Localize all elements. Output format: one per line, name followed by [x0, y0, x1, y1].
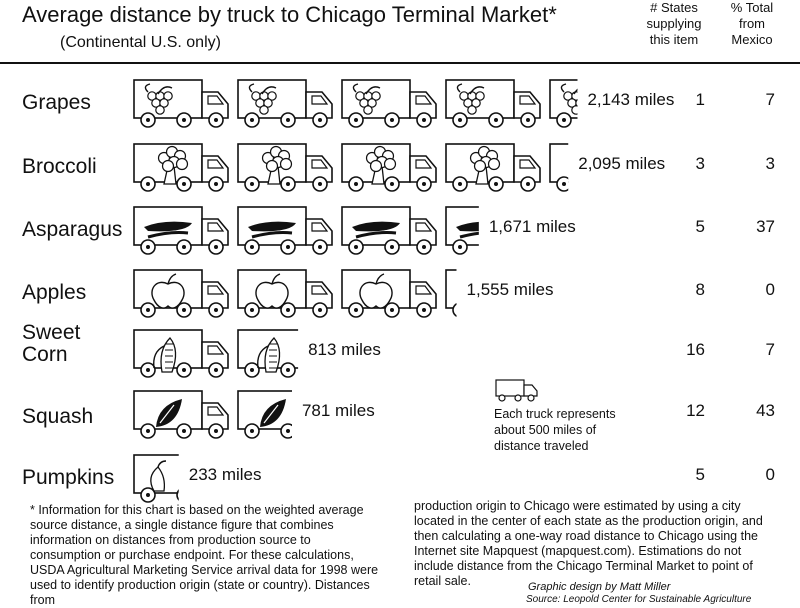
truck-icon: [134, 391, 228, 438]
truck-icon: [134, 330, 228, 377]
truck-icon: [342, 270, 436, 317]
states-count: 16: [686, 340, 705, 359]
states-count: 12: [686, 401, 705, 420]
legend-text: Each truck represents about 500 miles of distance traveled: [494, 407, 616, 453]
miles-label: 233 miles: [188, 465, 262, 484]
truck-icon: [342, 80, 436, 127]
row-label: Asparagus: [22, 218, 123, 241]
truck-icon: [238, 270, 332, 317]
mexico-percent: 7: [765, 340, 775, 359]
truck-icon: [134, 80, 228, 127]
truck-icon: [342, 207, 436, 254]
states-count: 1: [695, 90, 705, 109]
mexico-percent: 0: [765, 280, 775, 299]
miles-label: 813 miles: [308, 340, 381, 359]
miles-label: 781 miles: [301, 401, 375, 420]
row-label: Grapes: [22, 91, 91, 114]
chart-subtitle: (Continental U.S. only): [60, 34, 221, 51]
mexico-percent: 37: [756, 217, 775, 236]
chart-title: Average distance by truck to Chicago Terminal Market*: [22, 2, 557, 27]
truck-icon: [134, 144, 228, 191]
row-label: Pumpkins: [22, 466, 115, 489]
mexico-percent: 0: [765, 465, 775, 484]
truck-icon: [238, 207, 332, 254]
states-count: 3: [695, 154, 705, 173]
footnote-right: production origin to Chicago were estimated by using a city located in the center of each state as the production origin, and then calculating a one-way road distance to Chicago using the Internet site Mapquest (mapquest.com). Estimations do not include distance from the Chicago Terminal Market to point of retail sale.: [414, 499, 763, 588]
row-label: Sweet Corn: [22, 321, 81, 366]
mexico-percent: 7: [765, 90, 775, 109]
miles-label: 1,671 miles: [488, 217, 576, 236]
miles-label: 2,095 miles: [578, 154, 666, 173]
states-count: 5: [695, 217, 705, 236]
miles-label: 1,555 miles: [466, 280, 554, 299]
source-credit: Source: Leopold Center for Sustainable Agriculture: [526, 594, 752, 605]
states-count: 5: [695, 465, 705, 484]
mexico-percent: 43: [756, 401, 775, 420]
truck-icon: [238, 80, 332, 127]
legend-truck-icon: [496, 380, 537, 401]
truck-icon: [134, 270, 228, 317]
truck-icon: [446, 80, 540, 127]
row-label: Squash: [22, 405, 94, 428]
mexico-percent: 3: [765, 154, 775, 173]
truck-icon: [446, 144, 540, 191]
row-label: Apples: [22, 281, 87, 304]
column-header-mexico: % Total from Mexico: [730, 0, 774, 47]
design-credit: Graphic design by Matt Miller: [528, 581, 671, 593]
truck-icon: [342, 144, 436, 191]
column-header-states: # States supplying this item: [646, 0, 702, 47]
footnote-left: * Information for this chart is based on the weighted average source distance, a single distance figure that combines information on distances from production source to consumption or purchase endpoint. For these calculations, USDA Agricultural Marketing Service arrival data for 1998 were used to identify production origin (state or country). Distances from: [30, 503, 379, 607]
truck-icon: [238, 144, 332, 191]
row-label: Broccoli: [22, 155, 97, 178]
truck-icon: [134, 207, 228, 254]
miles-label: 2,143 miles: [587, 90, 675, 109]
states-count: 8: [695, 280, 705, 299]
